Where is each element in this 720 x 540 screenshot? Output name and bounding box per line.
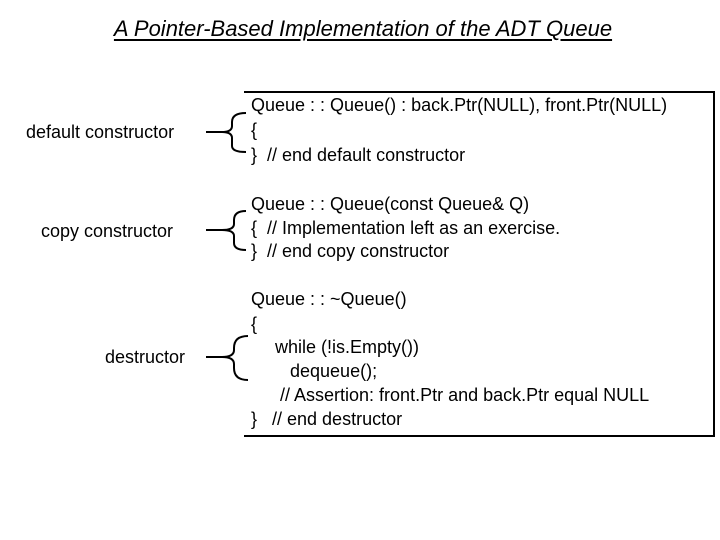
code-destructor-line-4: dequeue(); xyxy=(255,361,378,381)
code-default-line-3: } // end default constructor xyxy=(251,145,466,165)
bracket-copy-icon xyxy=(222,211,246,250)
code-copy-line-1: Queue : : Queue(const Queue& Q) xyxy=(251,194,530,214)
slide-title: A Pointer-Based Implementation of the ADT Queue xyxy=(113,16,613,41)
bracket-default-icon xyxy=(222,113,246,152)
code-copy-line-3: } // end copy constructor xyxy=(251,241,450,261)
label-destructor: destructor xyxy=(105,347,186,367)
code-default-line-1: Queue : : Queue() : back.Ptr(NULL), front.Ptr(NULL) xyxy=(251,95,668,115)
code-destructor-line-2: { xyxy=(251,314,258,334)
code-destructor-line-3: while (!is.Empty()) xyxy=(255,337,420,357)
code-destructor-line-5: // Assertion: front.Ptr and back.Ptr equal NULL xyxy=(255,385,650,405)
code-default-line-2: { xyxy=(251,120,258,140)
code-copy-line-2: { // Implementation left as an exercise. xyxy=(251,218,561,238)
bracket-destructor-icon xyxy=(222,336,248,380)
code-destructor-line-1: Queue : : ~Queue() xyxy=(251,289,407,309)
label-copy-constructor: copy constructor xyxy=(41,221,174,241)
label-default-constructor: default constructor xyxy=(26,122,175,142)
code-destructor-line-6: } // end destructor xyxy=(251,409,403,429)
